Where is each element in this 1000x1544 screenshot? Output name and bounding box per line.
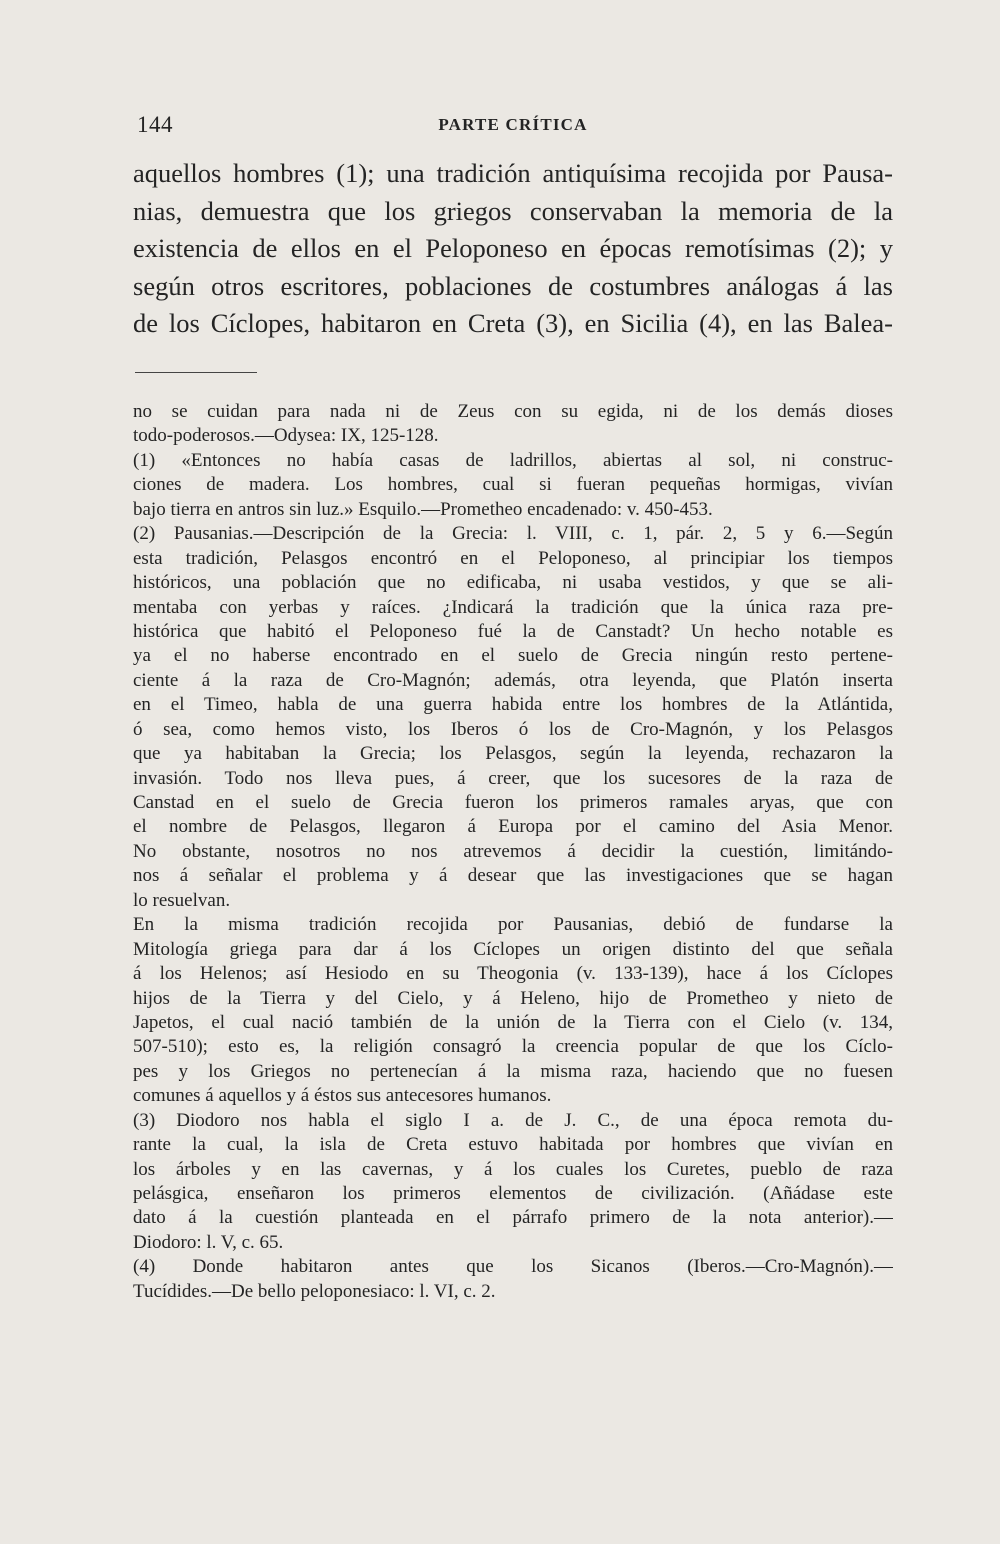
body-line: de los Cíclopes, habitaron en Creta (3), en Sicilia (4), en las Balea- (133, 308, 893, 338)
footnote-line: Diodoro: l. V, c. 65. (133, 1231, 284, 1253)
footnote-line: nos á señalar el problema y á desear que las investigaciones que se hagan (133, 865, 893, 887)
footnote-line: ya el no haberse encontrado en el suelo de Grecia ningún resto pertene- (133, 645, 893, 667)
main-text (133, 155, 893, 343)
footnote-line: pes y los Griegos no pertenecían á la misma raza, haciendo que no fuesen (133, 1060, 893, 1082)
footnote-line: (1) «Entonces no había casas de ladrillos, abiertas al sol, ni construc- (133, 449, 893, 471)
footnote-line: 507-510); esto es, la religión consagró la creencia popular de que los Cíclo- (133, 1036, 893, 1058)
footnote-line: Tucídides.—De bello peloponesiaco: l. VI, c. 2. (133, 1280, 496, 1302)
footnote-line: esta tradición, Pelasgos encontró en el Peloponeso, al principiar los tiempos (133, 547, 893, 569)
page-number: 144 (137, 112, 173, 137)
footnote-line: que ya habitaban la Grecia; los Pelasgos, según la leyenda, rechazaron la (133, 743, 893, 765)
footnote-line: ó sea, como hemos visto, los Iberos ó los de Cro-Magnón, y los Pelasgos (133, 718, 893, 740)
body-line: según otros escritores, poblaciones de costumbres análogas á las (133, 270, 893, 301)
footnote-line: Canstad en el suelo de Grecia fueron los primeros ramales aryas, que con (133, 792, 893, 813)
body-line: aquellos hombres (1); una tradición antiquísima recojida por Pausa- (133, 158, 893, 188)
footnotes (133, 400, 893, 1304)
footnote-line: pelásgica, enseñaron los primeros elementos de civilización. (Añádase este (133, 1183, 893, 1204)
page-header (133, 112, 893, 142)
footnote-line: históricos, una población que no edificaba, ni usaba vestidos, y que se ali- (133, 572, 893, 594)
footnote-line: Mitología griega para dar á los Cíclopes un origen distinto del que señala (133, 938, 893, 960)
footnote-line: rante la cual, la isla de Creta estuvo habitada por hombres que vivían en (133, 1134, 893, 1156)
footnote-line: No obstante, nosotros no nos atrevemos á decidir la cuestión, limitándo- (133, 840, 893, 862)
body-line: nias, demuestra que los griegos conservaban la memoria de la (133, 195, 893, 226)
footnote-line: el nombre de Pelasgos, llegaron á Europa por el camino del Asia Menor. (133, 816, 893, 838)
footnote-line: dato á la cuestión planteada en el párrafo primero de la nota anterior).— (133, 1207, 893, 1229)
footnote-line: á los Helenos; así Hesiodo en su Theogonia (v. 133-139), hace á los Cíclopes (133, 963, 893, 985)
footnote-line: los árboles y en las cavernas, y á los cuales los Curetes, pueblo de raza (133, 1158, 893, 1180)
running-title: PARTE CRÍTICA (438, 115, 588, 134)
footnote-line: mentaba con yerbas y raíces. ¿Indicará la tradición que la única raza pre- (133, 596, 893, 618)
body-line: existencia de ellos en el Peloponeso en épocas remotísimas (2); y (133, 233, 893, 263)
footnote-line: histórica que habitó el Peloponeso fué la de Canstadt? Un hecho notable es (133, 620, 893, 642)
footnote-line: ciones de madera. Los hombres, cual si fueran pequeñas hormigas, vivían (133, 474, 893, 496)
footnote-line: En la misma tradición recojida por Pausanias, debió de fundarse la (133, 914, 893, 936)
footnote-line: no se cuidan para nada ni de Zeus con su egida, ni de los demás dioses (133, 401, 893, 422)
footnote-line: en el Timeo, habla de una guerra habida entre los hombres de la Atlántida, (133, 694, 893, 716)
footnote-line: invasión. Todo nos lleva pues, á creer, que los sucesores de la raza de (133, 767, 893, 789)
footnote-line: bajo tierra en antros sin luz.» Esquilo.—Prometheo encadenado: v. 450-453. (133, 498, 713, 520)
footnote-line: (2) Pausanias.—Descripción de la Grecia: l. VIII, c. 1, pár. 2, 5 y 6.—Según (133, 523, 893, 545)
footnote-line: Japetos, el cual nació también de la unión de la Tierra con el Cielo (v. 134, (133, 1011, 893, 1033)
footnote-line: hijos de la Tierra y del Cielo, y á Heleno, hijo de Prometheo y nieto de (133, 987, 893, 1009)
footnote-line: (3) Diodoro nos habla el siglo I a. de J. C., de una época remota du- (133, 1109, 893, 1131)
footnote-line: todo-poderosos.—Odysea: IX, 125-128. (133, 425, 439, 447)
footnote-separator (135, 372, 257, 373)
footnote-line: ciente á la raza de Cro-Magnón; además, otra leyenda, que Platón inserta (133, 669, 893, 691)
footnote-line: (4) Donde habitaron antes que los Sicanos (Iberos.—Cro-Magnón).— (133, 1256, 893, 1278)
footnote-line: lo resuelvan. (133, 889, 231, 911)
footnote-line: comunes á aquellos y á éstos sus antecesores humanos. (133, 1085, 552, 1107)
